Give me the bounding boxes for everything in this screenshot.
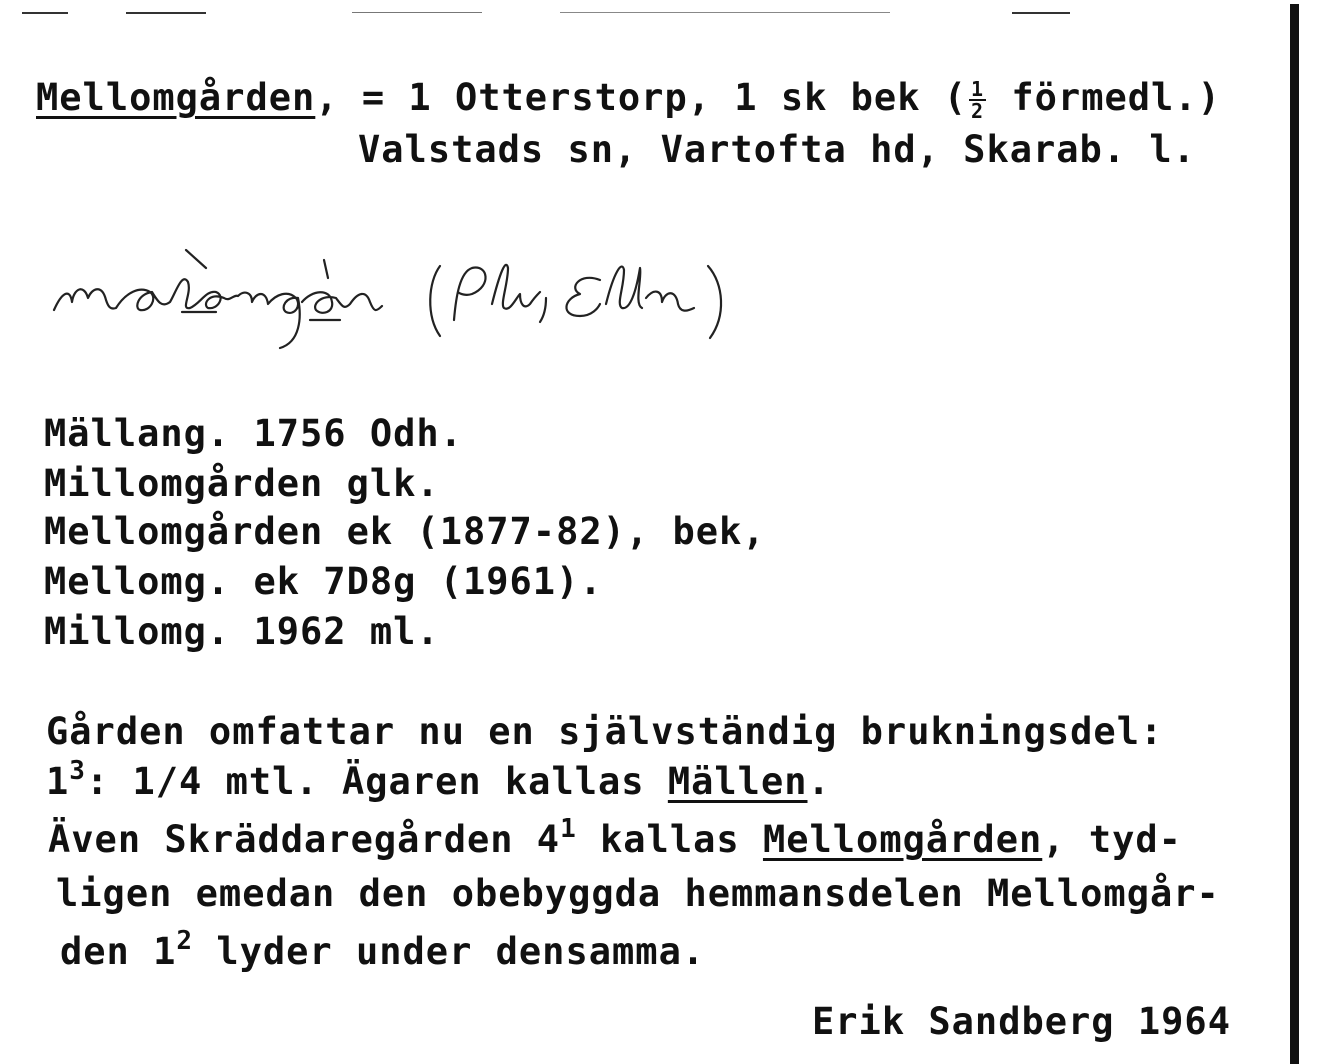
farm-number: 1 xyxy=(46,760,70,803)
farm-number-superscript: 3 xyxy=(69,756,86,786)
header-line-1 xyxy=(36,76,1221,121)
paragraph-text: kallas xyxy=(576,818,763,861)
alternate-name: Mellomgården xyxy=(762,818,1043,861)
header-tax-note: förmedl.) xyxy=(988,76,1221,119)
paragraph-text: , tyd- xyxy=(1042,818,1182,861)
scan-mark xyxy=(560,12,890,13)
fraction-half xyxy=(969,76,986,123)
form-line: Mellomg. ek 7D8g (1961). xyxy=(44,560,603,603)
paragraph-text: lyder under densamma. xyxy=(193,930,706,973)
paragraph-line-3 xyxy=(48,814,1182,862)
paragraph-line-1: Gården omfattar nu en självständig brukningsdel: xyxy=(46,710,1164,753)
paragraph-text: den 1 xyxy=(60,930,177,973)
form-line: Mällang. 1756 Odh. xyxy=(44,412,463,455)
fraction-numerator: 1 xyxy=(971,76,985,101)
headword: Mellomgården xyxy=(36,76,316,119)
paragraph-text: . xyxy=(807,760,831,803)
scan-mark xyxy=(1012,12,1070,14)
farm-number-superscript: 2 xyxy=(176,926,194,956)
handwritten-note xyxy=(40,232,940,362)
scan-edge xyxy=(1290,4,1299,1064)
header-line-2: Valstads sn, Vartofta hd, Skarab. l. xyxy=(358,128,1196,171)
form-line: Mellomgården ek (1877-82), bek, xyxy=(44,510,766,553)
paragraph-line-4: ligen emedan den obebyggda hemmansdelen Mellomgår- xyxy=(56,872,1220,915)
paragraph-text: : 1/4 mtl. Ägaren kallas xyxy=(85,760,668,803)
paragraph-line-2 xyxy=(46,756,831,804)
scan-mark xyxy=(352,12,482,13)
owner-nickname: Mällen xyxy=(667,760,808,803)
form-line: Millomg. 1962 ml. xyxy=(44,610,440,653)
farm-number-superscript: 1 xyxy=(560,814,577,844)
signature: Erik Sandberg 1964 xyxy=(812,1000,1231,1043)
fraction-denominator: 2 xyxy=(971,98,985,123)
paragraph-line-5 xyxy=(60,926,706,974)
header-location: , = 1 Otterstorp, 1 sk bek ( xyxy=(315,76,968,119)
scan-mark xyxy=(126,12,206,14)
scan-mark xyxy=(22,12,68,14)
paragraph-text: Även Skräddaregården 4 xyxy=(48,818,561,861)
form-line: Millomgården glk. xyxy=(44,462,440,505)
